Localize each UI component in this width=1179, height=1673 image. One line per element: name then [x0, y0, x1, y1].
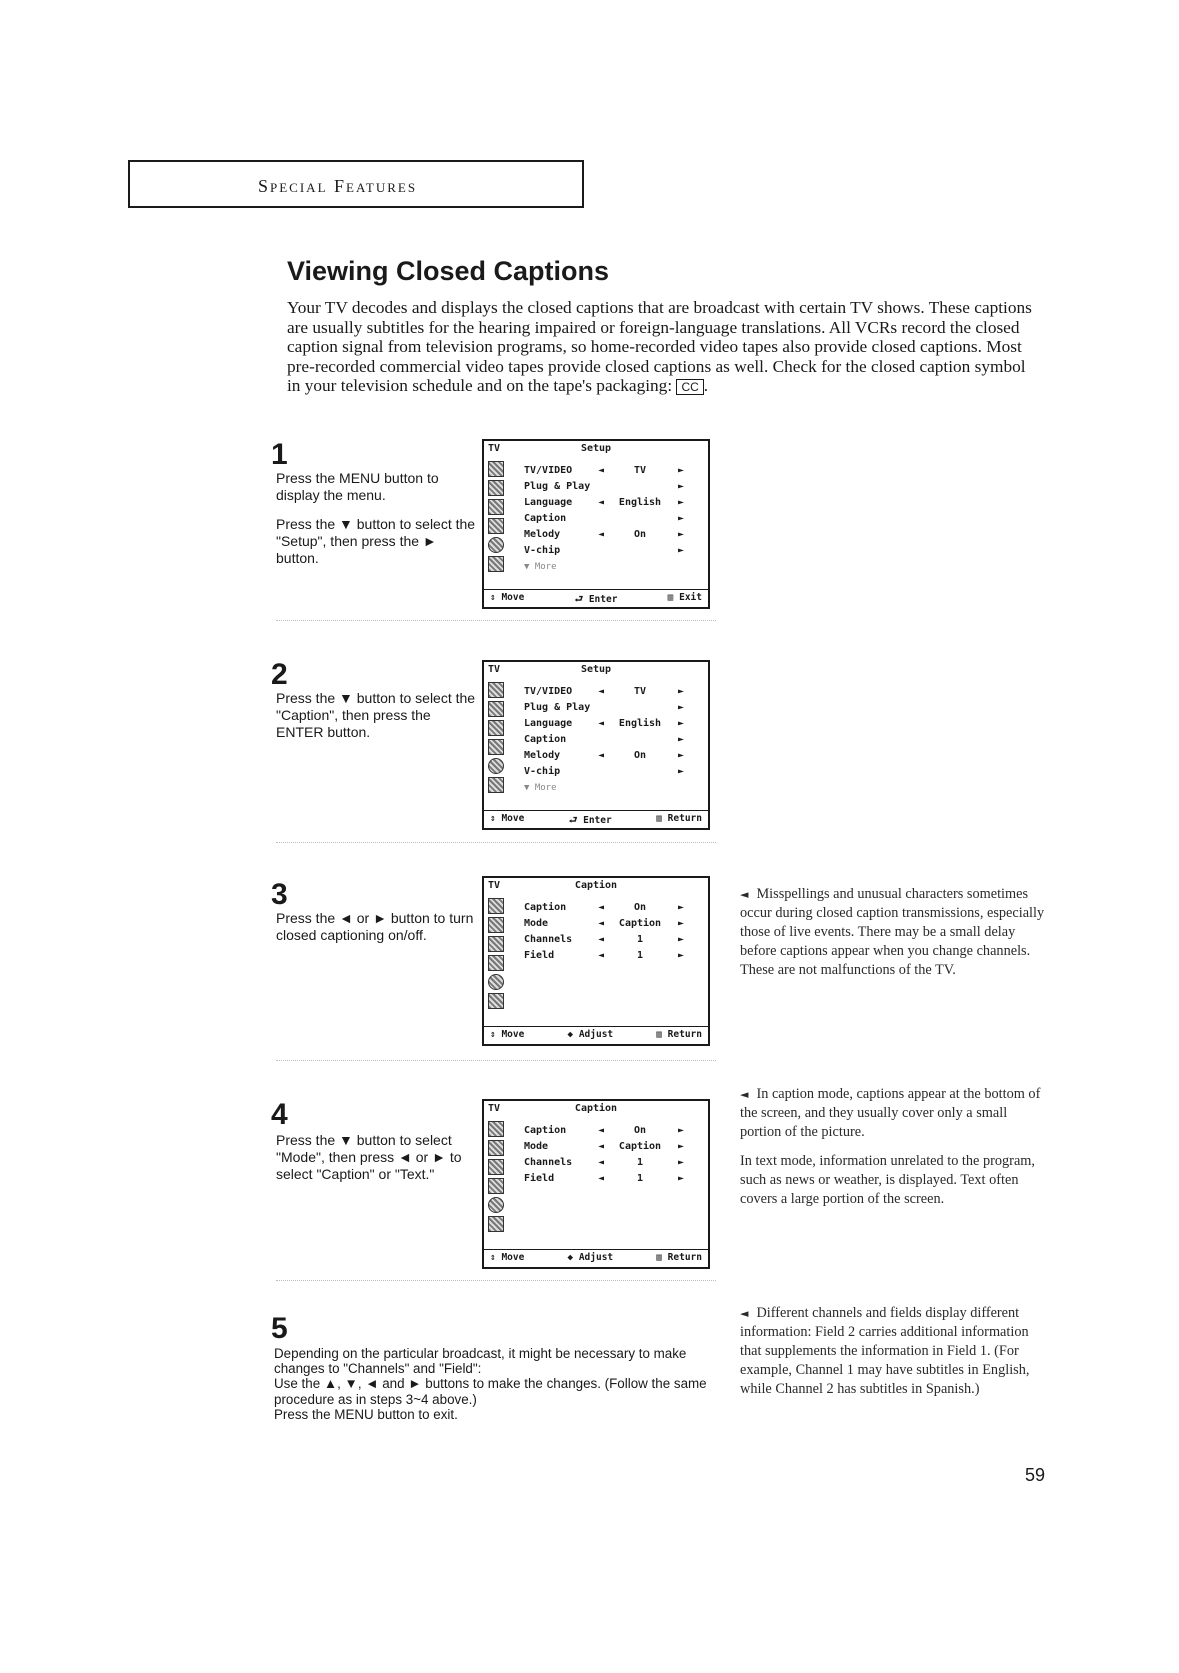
right-arrow-icon: ► [677, 1125, 684, 1136]
clock-menu-icon [488, 758, 504, 774]
osd-menu-item [524, 1139, 702, 1155]
osd-item-label: Melody [524, 750, 561, 761]
osd-item-label: Caption [524, 513, 567, 524]
page-title: Viewing Closed Captions [287, 256, 610, 286]
osd-footer-hint: ▥ Exit [667, 592, 702, 603]
right-arrow-icon: ► [677, 718, 684, 729]
right-arrow-icon: ► [677, 918, 684, 929]
step-paragraph: Press the MENU button to display the menu. [276, 470, 439, 503]
setup-menu-icon [488, 1178, 504, 1194]
setup-menu-icon [488, 739, 504, 755]
osd-item-value [608, 732, 672, 748]
osd-body [484, 1119, 708, 1249]
page-number: 59 [1025, 1465, 1046, 1485]
osd-item-label: Caption [524, 902, 567, 913]
osd-title: Caption [574, 880, 618, 891]
left-arrow-icon [594, 479, 608, 495]
osd-body [484, 896, 708, 1026]
osd-menu-screen [482, 876, 710, 1046]
right-arrow-icon: ► [677, 1141, 684, 1152]
osd-menu-item [524, 527, 702, 543]
side-note [740, 1304, 1045, 1409]
channel-menu-icon [488, 499, 504, 515]
right-arrow-icon: ► [677, 513, 684, 524]
osd-menu-screen [482, 439, 710, 609]
osd-footer-hint: ⇕ Move [490, 813, 525, 824]
osd-item-label: Plug & Play [524, 702, 591, 713]
step-instructions [276, 690, 481, 753]
osd-item-label: Field [524, 950, 555, 961]
left-arrow-icon: ◄ [597, 750, 605, 761]
left-arrow-icon: ◄ [597, 1173, 605, 1184]
osd-icon-column [488, 1121, 508, 1235]
osd-footer-hint: ⇕ Move [490, 1252, 525, 1263]
osd-menu-item [524, 479, 702, 495]
step-number: 4 [271, 1098, 288, 1131]
step-instructions [276, 910, 481, 956]
osd-tv-label: TV [488, 880, 501, 891]
step-instructions [274, 1346, 714, 1422]
left-arrow-icon [594, 780, 608, 796]
setup-menu-icon [488, 518, 504, 534]
osd-item-label: ▼ More [524, 783, 557, 793]
osd-menu-item [524, 748, 702, 764]
right-arrow-icon: ► [677, 1173, 684, 1184]
osd-item-value [608, 780, 672, 796]
sound-menu-icon [488, 917, 504, 933]
left-arrow-icon [594, 511, 608, 527]
osd-menu-item [524, 764, 702, 780]
osd-tv-label: TV [488, 1103, 501, 1114]
osd-item-value: English [618, 497, 662, 508]
step-paragraph: Press the ▼ button to select "Mode", then press ◄ or ► to select "Caption" or "Text." [276, 1132, 462, 1182]
osd-item-value: 1 [636, 1157, 644, 1168]
left-arrow-icon: ◄ [597, 950, 605, 961]
osd-menu-list [524, 684, 702, 796]
note-arrow-icon: ◄ [740, 888, 749, 901]
side-note [740, 885, 1045, 990]
input-menu-icon [488, 777, 504, 793]
osd-item-label: Caption [524, 734, 567, 745]
osd-header [484, 441, 708, 459]
intro-paragraph [287, 298, 1039, 396]
left-arrow-icon: ◄ [597, 686, 605, 697]
step-paragraph: Press the ◄ or ► button to turn closed captioning on/off. [276, 910, 474, 943]
osd-item-value: English [618, 718, 662, 729]
input-menu-icon [488, 1216, 504, 1232]
osd-item-value: 1 [636, 1173, 644, 1184]
osd-item-value: TV [633, 686, 647, 697]
channel-menu-icon [488, 720, 504, 736]
osd-menu-item [524, 780, 702, 796]
osd-menu-item [524, 559, 702, 575]
osd-item-label: Channels [524, 1157, 573, 1168]
osd-footer [484, 1026, 708, 1044]
osd-icon-column [488, 461, 508, 575]
right-arrow-icon: ► [677, 702, 684, 713]
input-menu-icon [488, 993, 504, 1009]
left-arrow-icon: ◄ [597, 718, 605, 729]
osd-menu-item [524, 916, 702, 932]
osd-title: Caption [574, 1103, 618, 1114]
step-instructions [276, 470, 481, 579]
osd-item-value: Caption [618, 918, 662, 929]
osd-menu-item [524, 932, 702, 948]
right-arrow-icon [672, 559, 684, 575]
clock-menu-icon [488, 1197, 504, 1213]
osd-item-value [608, 543, 672, 559]
osd-menu-item [524, 732, 702, 748]
step-paragraph: Press the ▼ button to select the "Caption", then press the ENTER button. [276, 690, 476, 740]
osd-footer-hint: ⮐ Enter [574, 594, 618, 605]
osd-menu-item [524, 1155, 702, 1171]
osd-menu-list [524, 900, 702, 964]
right-arrow-icon: ► [677, 934, 684, 945]
left-arrow-icon: ◄ [597, 902, 605, 913]
osd-menu-item [524, 1123, 702, 1139]
osd-item-label: V-chip [524, 545, 561, 556]
left-arrow-icon: ◄ [597, 497, 605, 508]
right-arrow-icon: ► [677, 465, 684, 476]
step-number: 5 [271, 1312, 288, 1345]
right-arrow-icon: ► [677, 766, 684, 777]
osd-item-label: Language [524, 497, 573, 508]
step-divider [276, 1060, 716, 1061]
osd-item-value: On [633, 529, 647, 540]
osd-footer-hint: ⇕ Move [490, 592, 525, 603]
right-arrow-icon: ► [677, 686, 684, 697]
osd-menu-item [524, 716, 702, 732]
left-arrow-icon: ◄ [597, 934, 605, 945]
step-number: 2 [271, 658, 288, 691]
right-arrow-icon [672, 780, 684, 796]
intro-text: Your TV decodes and displays the closed captions that are broadcast with certain TV shows. These captions are usually subtitles for the hearing impaired or foreign-language translations. All VCRs record the closed caption signal from television programs, so home-recorded video tapes also provide closed captions. Most pre-recorded commercial video tapes provide closed captions as well. Check for the closed caption symbol in your television schedule and on the tape's packaging: [287, 298, 1032, 396]
note-paragraph: ◄ Misspellings and unusual characters sometimes occur during closed caption transmissions, especially those of live events. There may be a small delay before captions appear when you change channels. These are not malfunctions of the TV. [740, 886, 1045, 978]
input-menu-icon [488, 556, 504, 572]
osd-tv-label: TV [488, 664, 501, 675]
osd-body [484, 680, 708, 810]
left-arrow-icon [594, 700, 608, 716]
sound-menu-icon [488, 1140, 504, 1156]
left-arrow-icon [594, 543, 608, 559]
left-arrow-icon [594, 732, 608, 748]
osd-item-label: TV/VIDEO [524, 465, 573, 476]
channel-menu-icon [488, 936, 504, 952]
osd-header [484, 878, 708, 896]
sound-menu-icon [488, 701, 504, 717]
channel-menu-icon [488, 1159, 504, 1175]
osd-item-label: Plug & Play [524, 481, 591, 492]
step-number: 3 [271, 878, 288, 911]
osd-footer [484, 1249, 708, 1267]
osd-footer-hint: ▥ Return [656, 1029, 702, 1040]
osd-item-value: 1 [636, 950, 644, 961]
osd-menu-list [524, 463, 702, 575]
left-arrow-icon [594, 764, 608, 780]
osd-item-value [608, 479, 672, 495]
osd-footer [484, 589, 708, 607]
step-divider [276, 620, 716, 621]
osd-icon-column [488, 898, 508, 1012]
osd-body [484, 459, 708, 589]
osd-item-label: Language [524, 718, 573, 729]
note-paragraph: ◄ In caption mode, captions appear at the bottom of the screen, and they usually cover only a small portion of the picture. [740, 1086, 1041, 1140]
osd-header [484, 662, 708, 680]
osd-footer-hint: ▥ Return [656, 1252, 702, 1263]
osd-menu-item [524, 900, 702, 916]
osd-item-value [608, 764, 672, 780]
note-arrow-icon: ◄ [740, 1307, 749, 1320]
intro-end: . [703, 376, 709, 396]
osd-item-label: Channels [524, 934, 573, 945]
osd-menu-list [524, 1123, 702, 1187]
picture-menu-icon [488, 898, 504, 914]
osd-footer-hint: ◆ Adjust [567, 1029, 614, 1040]
side-note [740, 1085, 1045, 1219]
osd-item-value: TV [633, 465, 647, 476]
osd-item-label: V-chip [524, 766, 561, 777]
osd-menu-item [524, 543, 702, 559]
left-arrow-icon [594, 559, 608, 575]
osd-item-label: ▼ More [524, 562, 557, 572]
osd-footer-hint: ◆ Adjust [567, 1252, 614, 1263]
left-arrow-icon: ◄ [597, 529, 605, 540]
left-arrow-icon: ◄ [597, 1157, 605, 1168]
osd-item-value [608, 511, 672, 527]
right-arrow-icon: ► [677, 750, 684, 761]
cc-symbol-icon: CC [676, 379, 703, 395]
clock-menu-icon [488, 974, 504, 990]
osd-menu-item [524, 1171, 702, 1187]
note-arrow-icon: ◄ [740, 1088, 749, 1101]
osd-item-label: Field [524, 1173, 555, 1184]
right-arrow-icon: ► [677, 545, 684, 556]
osd-footer-hint: ⮐ Enter [568, 815, 612, 826]
osd-header [484, 1101, 708, 1119]
osd-item-label: Mode [524, 918, 549, 929]
osd-title: Setup [580, 664, 612, 675]
step-divider [276, 1280, 716, 1281]
osd-item-value: Caption [618, 1141, 662, 1152]
osd-icon-column [488, 682, 508, 796]
step-instructions [276, 1132, 481, 1195]
right-arrow-icon: ► [677, 1157, 684, 1168]
osd-footer [484, 810, 708, 828]
picture-menu-icon [488, 1121, 504, 1137]
osd-item-label: Melody [524, 529, 561, 540]
note-paragraph: In text mode, information unrelated to the program, such as news or weather, is displayed. Text often covers a large portion of the screen. [740, 1153, 1035, 1207]
osd-menu-item [524, 684, 702, 700]
osd-item-label: Caption [524, 1125, 567, 1136]
osd-menu-screen [482, 1099, 710, 1269]
right-arrow-icon: ► [677, 950, 684, 961]
osd-item-value: On [633, 902, 647, 913]
osd-item-label: TV/VIDEO [524, 686, 573, 697]
step-number: 1 [271, 438, 288, 471]
step-divider [276, 842, 716, 843]
osd-item-value: 1 [636, 934, 644, 945]
left-arrow-icon: ◄ [597, 1125, 605, 1136]
osd-menu-item [524, 948, 702, 964]
picture-menu-icon [488, 682, 504, 698]
osd-menu-item [524, 463, 702, 479]
section-label: Special Features [258, 176, 418, 196]
right-arrow-icon: ► [677, 497, 684, 508]
step-paragraph: Depending on the particular broadcast, it might be necessary to make changes to "Channels" and "Field": [274, 1346, 687, 1377]
osd-menu-item [524, 700, 702, 716]
osd-title: Setup [580, 443, 612, 454]
right-arrow-icon: ► [677, 529, 684, 540]
step-paragraph: Press the MENU button to exit. [274, 1406, 458, 1422]
osd-tv-label: TV [488, 443, 501, 454]
left-arrow-icon: ◄ [597, 1141, 605, 1152]
osd-item-value: On [633, 750, 647, 761]
setup-menu-icon [488, 955, 504, 971]
osd-menu-screen [482, 660, 710, 830]
osd-footer-hint: ⇕ Move [490, 1029, 525, 1040]
osd-menu-item [524, 511, 702, 527]
osd-menu-item [524, 495, 702, 511]
left-arrow-icon: ◄ [597, 918, 605, 929]
clock-menu-icon [488, 537, 504, 553]
left-arrow-icon: ◄ [597, 465, 605, 476]
osd-item-label: Mode [524, 1141, 549, 1152]
osd-footer-hint: ▥ Return [656, 813, 702, 824]
step-paragraph: Use the ▲, ▼, ◄ and ► buttons to make the changes. (Follow the same procedure as in steps 3~4 above.) [274, 1376, 707, 1407]
right-arrow-icon: ► [677, 734, 684, 745]
osd-item-value: On [633, 1125, 647, 1136]
step-paragraph: Press the ▼ button to select the "Setup", then press the ► button. [276, 516, 476, 566]
osd-item-value [608, 700, 672, 716]
sound-menu-icon [488, 480, 504, 496]
osd-item-value [608, 559, 672, 575]
picture-menu-icon [488, 461, 504, 477]
right-arrow-icon: ► [677, 481, 684, 492]
section-header-box [128, 160, 584, 208]
note-paragraph: ◄ Different channels and fields display different information: Field 2 carries additional information that supplements the information in Field 1. (For example, Channel 1 may have subtitles in English, while Channel 2 has subtitles in Spanish.) [740, 1305, 1030, 1397]
right-arrow-icon: ► [677, 902, 684, 913]
